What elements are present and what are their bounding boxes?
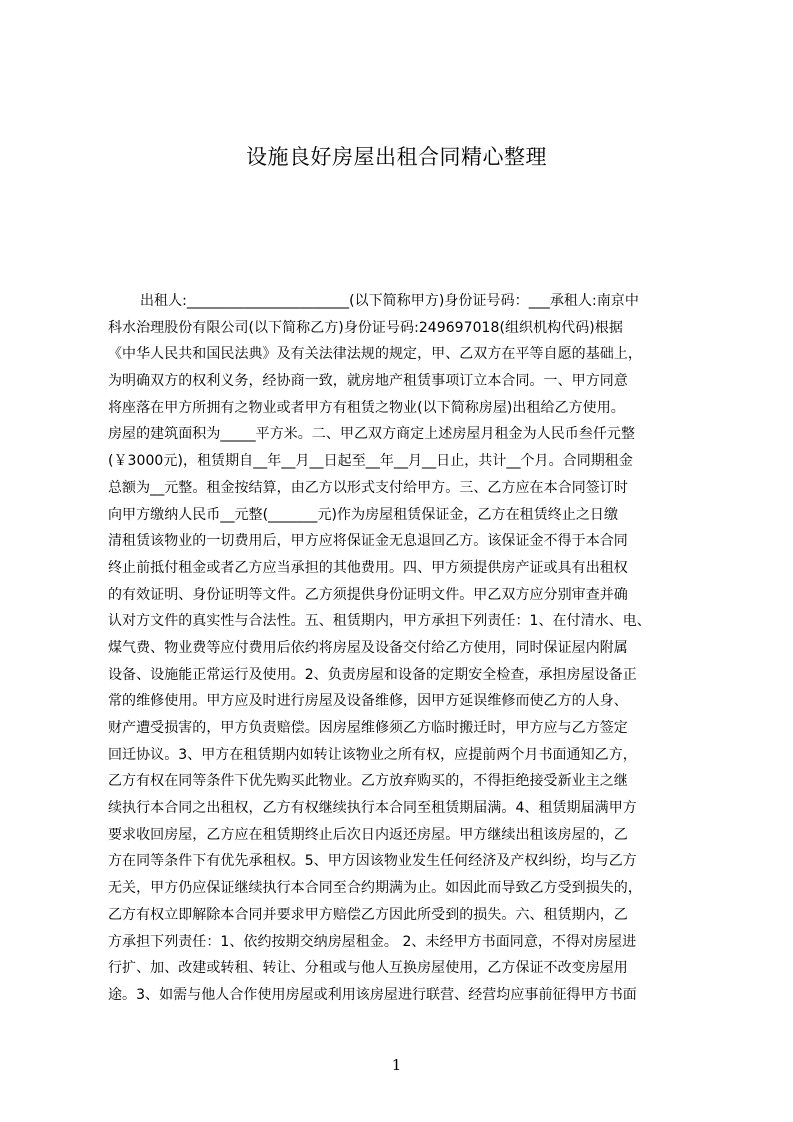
text-line: 认对方文件的真实性与合法性。五、租赁期内，甲方承担下列责任：1、在付清水、电、 xyxy=(108,613,651,630)
text-line: 总额为__元整。租金按结算，由乙方以形式支付给甲方。三、乙方应在本合同签订时 xyxy=(108,479,628,496)
text-line: 科水治理股份有限公司(以下简称乙方)身份证号码:249697018(组织机构代码)根据 xyxy=(108,319,623,336)
text-line: 终止前抵付租金或者乙方应当承担的其他费用。四、甲方须提供房产证或具有出租权 xyxy=(108,559,628,576)
page-number: 1 xyxy=(391,1056,402,1074)
text-line: 续执行本合同之出租权，乙方有权继续执行本合同至租赁期届满。4、租赁期届满甲方 xyxy=(108,800,637,817)
text-line: 方在同等条件下有优先承租权。5、甲方因该物业发生任何经济及产权纠纷，均与乙方 xyxy=(108,853,637,870)
text-line: 方承担下列责任：1、依约按期交纳房屋租金。 2、未经甲方书面同意，不得对房屋进 xyxy=(108,933,637,950)
text-line: 无关，甲方仍应保证继续执行本合同至合约期满为止。如因此而导致乙方受到损失的， xyxy=(108,880,642,897)
text-line: (￥3000元)，租赁期自__年__月__日起至__年__月__日止，共计__个月。合同期租金 xyxy=(108,453,633,470)
text-line: 乙方有权立即解除本合同并要求甲方赔偿乙方因此所受到的损失。六、租赁期内，乙 xyxy=(108,906,628,923)
text-line: 清租赁该物业的一切费用后，甲方应将保证金无息退回乙方。该保证金不得于本合同 xyxy=(108,533,628,550)
text-line: 为明确双方的权利义务，经协商一致，就房地产租赁事项订立本合同。一、甲方同意 xyxy=(108,373,628,390)
text-line: 房屋的建筑面积为_____平方米。二、甲乙双方商定上述房屋月租金为人民币叁仟元整 xyxy=(108,426,635,443)
text-line: 财产遭受损害的，甲方负责赔偿。因房屋维修须乙方临时搬迁时，甲方应与乙方签定 xyxy=(108,720,628,736)
text-line: 设备、设施能正常运行及使用。2、负责房屋和设备的定期安全检查，承担房屋设备正 xyxy=(108,666,637,683)
contract-body xyxy=(108,288,698,1009)
text-line: 的有效证明、身份证明等文件。乙方须提供身份证明文件。甲乙双方应分别审查并确 xyxy=(108,586,628,603)
text-line: 乙方有权在同等条件下优先购买此物业。乙方放弃购买的，不得拒绝接受新业主之继 xyxy=(108,773,628,790)
text-line: 行扩、加、改建或转租、转让、分租或与他人互换房屋使用，乙方保证不改变房屋用 xyxy=(108,960,628,977)
text-line: 煤气费、物业费等应付费用后依约将房屋及设备交付给乙方使用，同时保证屋内附属 xyxy=(108,639,628,656)
page-title: 设施良好房屋出租合同精心整理 xyxy=(246,145,547,169)
text-line: 《中华人民共和国民法典》及有关法律法规的规定，甲、乙双方在平等自愿的基础上， xyxy=(108,346,642,363)
text-line: 要求收回房屋，乙方应在租赁期终止后次日内返还房屋。甲方继续出租该房屋的，乙 xyxy=(108,826,628,843)
text-line: 回迁协议。3、甲方在租赁期内如转让该物业之所有权，应提前两个月书面通知乙方， xyxy=(108,746,637,763)
text-line: 出租人:_______________________(以下简称甲方)身份证号码：___承租人:南京中 xyxy=(140,293,639,309)
text-line: 常的维修使用。甲方应及时进行房屋及设备维修，因甲方延误维修而使乙方的人身、 xyxy=(108,693,628,710)
text-line: 将座落在甲方所拥有之物业或者甲方有租赁之物业(以下简称房屋)出租给乙方使用。 xyxy=(108,399,625,416)
text-line: 向甲方缴纳人民币__元整(_______元)作为房屋租赁保证金，乙方在租赁终止之日缴 xyxy=(108,506,619,523)
text-line: 途。3、如需与他人合作使用房屋或利用该房屋进行联营、经营均应事前征得甲方书面 xyxy=(108,986,637,1003)
